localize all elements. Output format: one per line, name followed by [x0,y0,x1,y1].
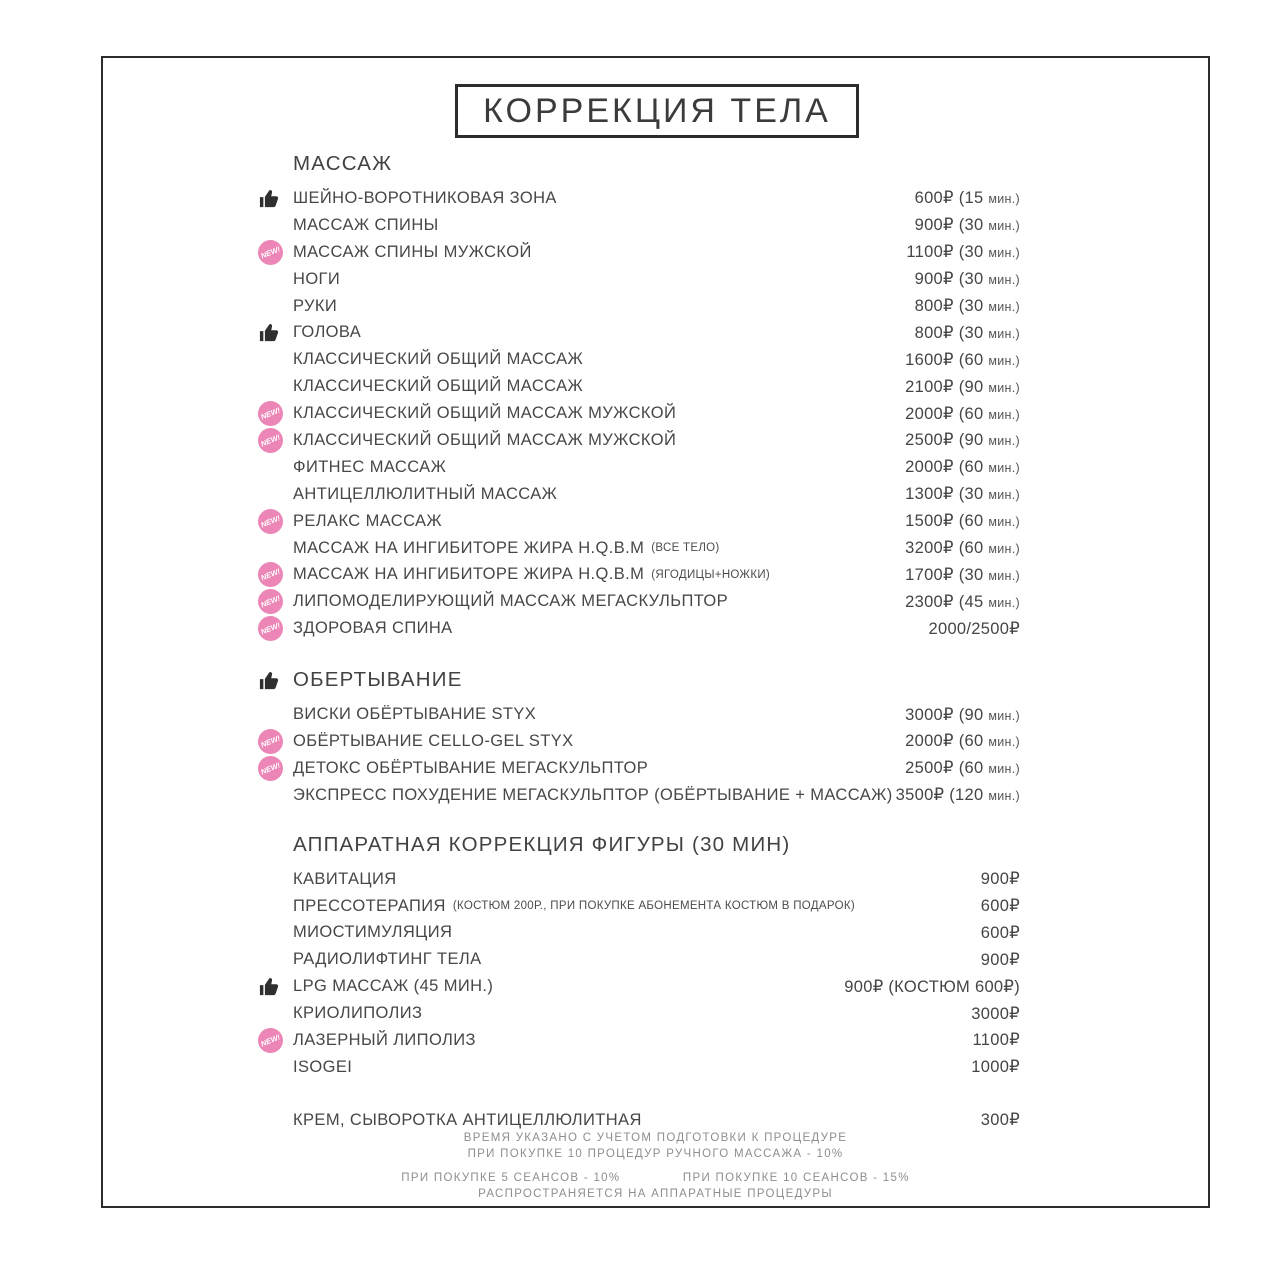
section-header-label: АППАРАТНАЯ КОРРЕКЦИЯ ФИГУРЫ (30 МИН) [293,832,791,856]
new-badge-icon [258,589,293,614]
item-price: 900₽ (КОСТЮМ 600₽) [844,977,1020,996]
new-badge-icon: NEW! [254,725,287,758]
menu-item-row [258,400,1020,427]
menu-item-row [258,185,1020,212]
menu-item-row [258,1027,1020,1054]
minutes-unit: мин.) [988,515,1020,530]
item-label: КЛАССИЧЕСКИЙ ОБЩИЙ МАССАЖ [293,377,584,396]
minutes-unit: мин.) [988,219,1020,234]
new-badge-icon: NEW! [254,236,287,269]
new-badge-icon [258,616,293,641]
item-price: 2000/2500₽ [928,619,1020,638]
item-label: АНТИЦЕЛЛЮЛИТНЫЙ МАССАЖ [293,484,558,503]
menu-item-row [258,755,1020,782]
menu-section [258,148,1020,642]
item-label: КЛАССИЧЕСКИЙ ОБЩИЙ МАССАЖ МУЖСКОЙ [293,430,677,449]
item-price: 2000₽ (60 мин.) [905,404,1020,423]
item-label: ОБЁРТЫВАНИЕ CELLO-GEL STYX [293,731,574,750]
minutes-unit: мин.) [988,568,1020,583]
item-price: 1100₽ [972,1031,1020,1050]
minutes-unit: мин.) [988,542,1020,557]
new-badge-icon: NEW! [254,505,287,538]
item-label: ГОЛОВА [293,323,362,342]
menu-section [258,829,1020,1081]
thumbs-up-icon [258,975,293,998]
menu-item-row [258,1054,1020,1081]
minutes-unit: мин.) [988,595,1020,610]
new-badge-icon [258,562,293,587]
minutes-unit: мин.) [988,461,1020,476]
item-price: 2000₽ (60 мин.) [905,458,1020,477]
item-label: РЕЛАКС МАССАЖ [293,511,443,530]
item-price: 2000₽ (60 мин.) [905,732,1020,751]
item-label: ФИТНЕС МАССАЖ [293,457,447,476]
menu-item-row [258,866,1020,893]
item-note: (ЯГОДИЦЫ+НОЖКИ) [651,568,771,581]
menu-item-row [258,893,1020,920]
minutes-unit: мин.) [988,326,1020,341]
thumbs-up-icon [258,187,281,210]
footer-notes [101,1130,1210,1202]
thumbs-up-icon [258,187,293,210]
item-label: ПРЕССОТЕРАПИЯ [293,896,446,915]
minutes-unit: мин.) [988,353,1020,368]
menu-item-row [258,946,1020,973]
item-price: 3200₽ (60 мин.) [905,539,1020,558]
item-price: 2100₽ (90 мин.) [905,377,1020,396]
new-badge-icon [258,729,293,754]
section-header [258,664,1020,696]
item-label: LPG МАССАЖ (45 МИН.) [293,977,494,996]
item-price: 800₽ (30 мин.) [914,323,1020,342]
menu-item-row [258,239,1020,266]
item-price: 1700₽ (30 мин.) [905,565,1020,584]
item-note: (КОСТЮМ 200Р., ПРИ ПОКУПКЕ АБОНЕМЕНТА КОСТЮМ В ПОДАРОК) [452,900,855,913]
item-price: 800₽ (30 мин.) [914,297,1020,315]
footer-discount-5: ПРИ ПОКУПКЕ 5 СЕАНСОВ - 10% [401,1172,621,1184]
item-price: 2500₽ (90 мин.) [905,431,1020,450]
item-price: 3000₽ [971,1004,1020,1023]
item-label: КАВИТАЦИЯ [293,869,397,888]
item-label: ЭКСПРЕСС ПОХУДЕНИЕ МЕГАСКУЛЬПТОР (ОБЁРТЫВАНИЕ + МАССАЖ) [293,785,893,804]
menu-item-row [258,427,1020,454]
menu-item-row [258,293,1020,320]
item-label: МАССАЖ НА ИНГИБИТОРЕ ЖИРА H.Q.B.M [293,565,645,584]
new-badge-icon [258,756,293,781]
item-label: ЛИПОМОДЕЛИРУЮЩИЙ МАССАЖ МЕГАСКУЛЬПТОР [293,592,729,611]
item-note: (ВСЕ ТЕЛО) [651,542,720,555]
minutes-unit: мин.) [988,488,1020,503]
menu-section [258,664,1020,809]
menu-item-row [258,319,1020,346]
item-price: 2300₽ (45 мин.) [905,592,1020,611]
item-label: ШЕЙНО-ВОРОТНИКОВАЯ ЗОНА [293,188,557,207]
new-badge-icon [258,240,293,265]
new-badge-icon [258,1028,293,1053]
item-price: 2500₽ (60 мин.) [905,759,1020,778]
item-label: МАССАЖ СПИНЫ МУЖСКОЙ [293,242,532,261]
item-price: 300₽ [980,1111,1020,1130]
item-price: 1300₽ (30 мин.) [905,485,1020,504]
item-price: 600₽ [980,897,1020,916]
item-label: КРИОЛИПОЛИЗ [293,1004,423,1023]
menu-item-row [258,919,1020,946]
menu-item-row [258,481,1020,508]
minutes-unit: мин.) [988,434,1020,449]
minutes-unit: мин.) [988,735,1020,750]
section-header-label: ОБЕРТЫВАНИЕ [293,668,463,692]
new-badge-icon: NEW! [254,424,287,457]
menu-item-row [258,508,1020,535]
item-price: 900₽ (30 мин.) [914,216,1020,235]
thumbs-up-icon [258,669,293,692]
menu-item-row [258,728,1020,755]
item-price: 600₽ (15 мин.) [914,189,1020,208]
item-label: ЗДОРОВАЯ СПИНА [293,619,453,638]
thumbs-up-icon [258,321,293,344]
new-badge-icon [258,428,293,453]
menu-item-row [258,782,1020,809]
new-badge-icon: NEW! [254,612,287,645]
new-badge-icon: NEW! [254,752,287,785]
minutes-unit: мин.) [988,407,1020,422]
item-price: 900₽ [980,950,1020,969]
item-label: КЛАССИЧЕСКИЙ ОБЩИЙ МАССАЖ [293,350,584,369]
section-header-label: МАССАЖ [293,152,393,175]
thumbs-up-icon [258,975,281,998]
price-list [258,148,1020,1134]
minutes-unit: мин.) [988,246,1020,261]
item-price: 600₽ [980,923,1020,942]
footer-gap [101,1162,1210,1170]
new-badge-icon: NEW! [254,397,287,430]
menu-item-row [258,535,1020,562]
menu-item-row [258,266,1020,293]
item-price: 1600₽ (60 мин.) [905,350,1020,369]
menu-item-row [258,615,1020,642]
item-price: 900₽ (30 мин.) [914,270,1020,289]
footer-line-3 [101,1170,1210,1186]
item-label: ISOGEI [293,1057,353,1076]
minutes-unit: мин.) [988,762,1020,777]
new-badge-icon [258,509,293,534]
minutes-unit: мин.) [988,300,1020,314]
item-price: 900₽ [980,870,1020,889]
item-label: РУКИ [293,296,338,315]
item-price: 1500₽ (60 мин.) [905,512,1020,531]
minutes-unit: мин.) [988,380,1020,395]
footer-line-1: ВРЕМЯ УКАЗАНО С УЧЕТОМ ПОДГОТОВКИ К ПРОЦЕДУРЕ [463,1132,848,1144]
minutes-unit: мин.) [988,192,1020,207]
item-price: 1000₽ [971,1058,1020,1077]
menu-item-row [258,346,1020,373]
item-label: ДЕТОКС ОБЁРТЫВАНИЕ МЕГАСКУЛЬПТОР [293,758,649,777]
new-badge-icon: NEW! [254,559,287,592]
menu-item-row [258,1000,1020,1027]
footer-line-2: ПРИ ПОКУПКЕ 10 ПРОЦЕДУР РУЧНОГО МАССАЖА - 10% [467,1148,844,1160]
minutes-unit: мин.) [988,708,1020,723]
menu-item-row [258,973,1020,1000]
new-badge-icon [258,401,293,426]
item-label: НОГИ [293,269,341,288]
thumbs-up-icon [258,669,281,692]
menu-item-row [258,373,1020,400]
item-label: РАДИОЛИФТИНГ ТЕЛА [293,950,482,969]
item-label: ЛАЗЕРНЫЙ ЛИПОЛИЗ [293,1030,476,1049]
footer-discount-10: ПРИ ПОКУПКЕ 10 СЕАНСОВ - 15% [682,1172,910,1184]
item-label: КРЕМ, СЫВОРОТКА АНТИЦЕЛЛЮЛИТНАЯ [293,1110,642,1129]
item-label: МИОСТИМУЛЯЦИЯ [293,923,453,942]
minutes-unit: мин.) [988,273,1020,288]
item-price: 3500₽ (120 мин.) [895,786,1020,805]
new-badge-icon: NEW! [254,586,287,619]
page-title-box [455,84,859,138]
section-header [258,829,1020,861]
item-price: 1100₽ (30 мин.) [906,243,1020,262]
thumbs-up-icon [258,321,281,344]
menu-item-row [258,588,1020,615]
item-label: ВИСКИ ОБЁРТЫВАНИЕ STYX [293,705,537,724]
menu-item-row [258,701,1020,728]
menu-item-row [258,561,1020,588]
footer-line-4: РАСПРОСТРАНЯЕТСЯ НА АППАРАТНЫЕ ПРОЦЕДУРЫ [478,1188,833,1200]
menu-item-row [258,212,1020,239]
new-badge-icon: NEW! [254,1024,287,1057]
item-label: МАССАЖ СПИНЫ [293,215,439,234]
minutes-unit: мин.) [988,789,1020,804]
page-title: КОРРЕКЦИЯ ТЕЛА [483,91,831,130]
menu-item-row [258,454,1020,481]
item-price: 3000₽ (90 мин.) [905,705,1020,724]
item-label: КЛАССИЧЕСКИЙ ОБЩИЙ МАССАЖ МУЖСКОЙ [293,404,677,423]
item-label: МАССАЖ НА ИНГИБИТОРЕ ЖИРА H.Q.B.M [293,538,645,557]
section-header [258,148,1020,180]
